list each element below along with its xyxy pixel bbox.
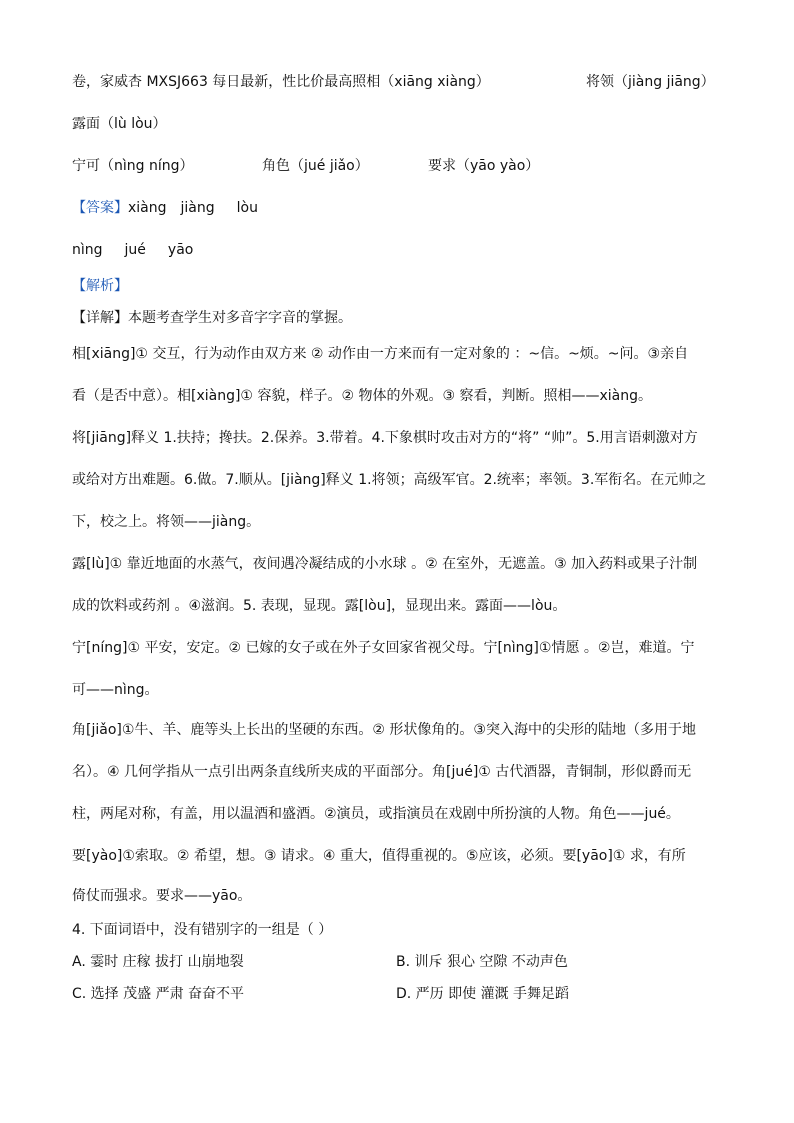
explanation-line: 可——nìng。 (72, 682, 159, 698)
option-d: D. 严历 即使 灌溉 手舞足蹈 (396, 986, 570, 1002)
intro-text-yaoqiu: 要求（yāo yào） (428, 158, 540, 174)
detail-tag: 【详解】 (72, 310, 128, 326)
explanation-line: 将[jiāng]释义 1.扶持；搀扶。2.保养。3.带着。4.下象棋时攻击对方的“将” “帅”。5.用言语刺激对方 (72, 430, 698, 446)
intro-text-ningke: 宁可（nìng níng） (72, 158, 194, 174)
explanation-line: 相[xiāng]① 交互，行为动作由双方来 ② 动作由一方来而有一定对象的 ：~信。~烦。~问。③亲自 (72, 346, 689, 362)
explanation-line: 倚仗而强求。要求——yāo。 (72, 888, 252, 904)
explanation-line: 或给对方出难题。6.做。7.顺从。[jiàng]释义 1.将领；高级军官。2.统率；率领。3.军衔名。在元帅之 (72, 472, 707, 488)
explanation-line: 柱，两尾对称，有盖，用以温酒和盛酒。②演员，或指演员在戏剧中所扮演的人物。角色——jué。 (72, 806, 680, 822)
analysis-tag: 【解析】 (72, 278, 128, 294)
explanation-line: 角[jiǎo]①牛、羊、鹿等头上长出的坚硬的东西。② 形状像角的。③突入海中的尖形的陆地（多用于地 (72, 722, 696, 738)
intro-text-loumian: 露面（lù lòu） (72, 116, 167, 132)
answer-value: lòu (236, 200, 258, 216)
explanation-line: 名）。④ 几何学指从一点引出两条直线所夹成的平面部分。角[jué]① 古代酒器，青铜制，形似爵而无 (72, 764, 692, 780)
option-b: B. 训斥 狠心 空隙 不动声色 (396, 954, 568, 970)
detail-line (72, 308, 352, 328)
question-stem: 4. 下面词语中，没有错别字的一组是（ ） (72, 922, 333, 938)
answer-value: xiàng (128, 200, 167, 216)
explanation-line: 要[yào]①索取。② 希望，想。③ 请求。④ 重大，值得重视的。⑤应该，必须。要[yāo]① 求，有所 (72, 848, 686, 864)
explanation-line: 看（是否中意）。相[xiàng]① 容貌，样子。② 物体的外观。③ 察看，判断。照相——xiàng。 (72, 388, 652, 404)
option-a: A. 霎时 庄稼 拔打 山崩地裂 (72, 954, 244, 970)
intro-text: 卷，家威杏 MXSJ663 每日最新，性比价最高照相（xiāng xiàng） (72, 74, 490, 90)
answer-value: yāo (167, 242, 194, 258)
answer-line-1 (72, 198, 258, 218)
explanation-line: 下，校之上。将领——jiàng。 (72, 514, 261, 530)
answer-line-2 (72, 240, 193, 260)
intro-line-3 (72, 156, 722, 176)
detail-text: 本题考查学生对多音字字音的掌握。 (128, 310, 352, 326)
answer-value: nìng (72, 242, 103, 258)
answer-tag: 【答案】 (72, 200, 128, 216)
intro-text-jiangling: 将领（jiàng jiāng） (586, 74, 715, 90)
option-c: C. 选择 茂盛 严肃 奋奋不平 (72, 986, 245, 1002)
intro-text-juese: 角色（jué jiǎo） (262, 158, 369, 174)
explanation-line: 露[lù]① 靠近地面的水蒸气，夜间遇冷凝结成的小水球 。② 在室外，无遮盖。③ 加入药料或果子汁制 (72, 556, 698, 572)
explanation-line: 成的饮料或药剂 。④滋润。5. 表现，显现。露[lòu]，显现出来。露面——lòu。 (72, 598, 567, 614)
answer-value: jué (124, 242, 146, 258)
answer-value: jiàng (180, 200, 215, 216)
question-intro-line (72, 72, 715, 92)
explanation-line: 宁[níng]① 平安，安定。② 已嫁的女子或在外子女回家省视父母。宁[nìng]①情愿 。②岂，难道。宁 (72, 640, 695, 656)
